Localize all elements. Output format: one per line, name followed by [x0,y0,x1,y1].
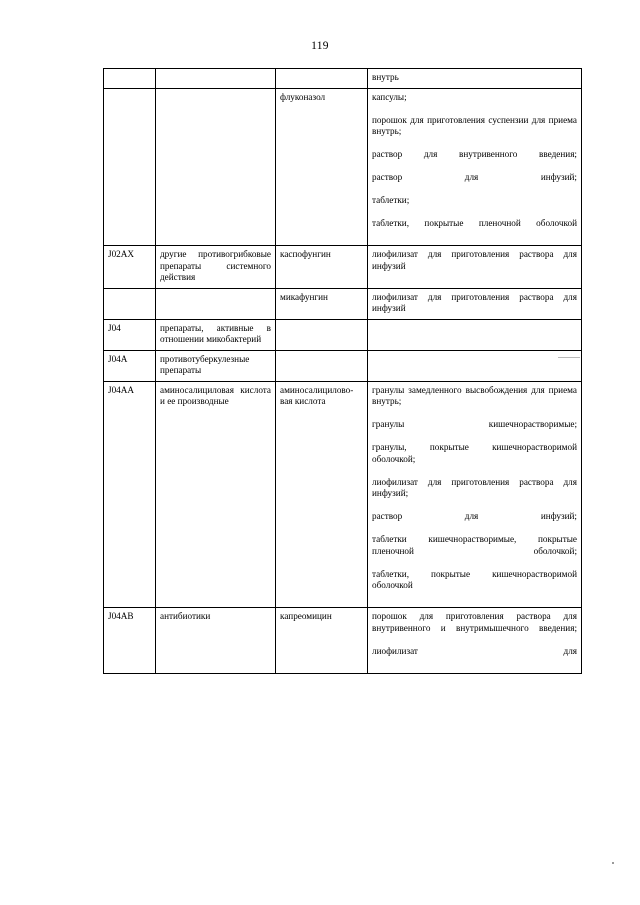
cell-substance [276,319,368,350]
table-row [104,69,582,89]
cell-group: препараты, активные в отношении микобактерий [156,319,276,350]
cell-substance: каспофунгин [276,246,368,289]
cell-code: J04A [104,350,156,381]
cell-code [104,288,156,319]
cell-code: J02AX [104,246,156,289]
page-number: 119 [311,40,329,52]
cell-group: другие противогрибковые препараты системного действия [156,246,276,289]
cell-code: J04 [104,319,156,350]
cell-forms: порошок для приготовления раствора для внутривенного и внутримышечного введения; лиофилизат для [368,608,582,674]
table-row [104,350,582,381]
cell-substance: капреомицин [276,608,368,674]
table-row [104,319,582,350]
cell-group [156,69,276,89]
cell-forms [368,350,582,381]
drug-registry-table [103,68,582,674]
cell-code: J04AB [104,608,156,674]
cell-forms: внутрь [368,69,582,89]
table-row [104,88,582,246]
scan-artifact-line [558,357,580,358]
cell-substance [276,69,368,89]
cell-forms [368,319,582,350]
cell-code [104,88,156,246]
cell-group [156,88,276,246]
cell-group: антибиотики [156,608,276,674]
cell-group: противотуберкулезные препараты [156,350,276,381]
scan-speck [612,862,614,864]
cell-forms: гранулы замедленного высвобождения для приема внутрь; гранулы кишечнорастворимые; гранулы, покрытые кишечнорастворимой оболочкой; лиофилизат для приготовления раствора для инфузий; раствор для инфузий; таблетки кишечнорастворимые, покрытые пленочной оболочкой; таблетки, покрытые кишечнорастворимой оболочкой [368,381,582,608]
cell-substance: аминосалицилово-вая кислота [276,381,368,608]
table-row [104,288,582,319]
cell-forms: лиофилизат для приготовления раствора для инфузий [368,246,582,289]
cell-group: аминосалициловая кислота и ее производные [156,381,276,608]
cell-code: J04AA [104,381,156,608]
cell-group [156,288,276,319]
cell-forms: капсулы; порошок для приготовления суспензии для приема внутрь; раствор для внутривенного введения; раствор для инфузий; таблетки; таблетки, покрытые пленочной оболочкой [368,88,582,246]
table-row [104,608,582,674]
cell-substance [276,350,368,381]
table-row [104,381,582,608]
cell-forms: лиофилизат для приготовления раствора для инфузий [368,288,582,319]
table-row [104,246,582,289]
cell-code [104,69,156,89]
cell-substance: флуконазол [276,88,368,246]
cell-substance: микафунгин [276,288,368,319]
